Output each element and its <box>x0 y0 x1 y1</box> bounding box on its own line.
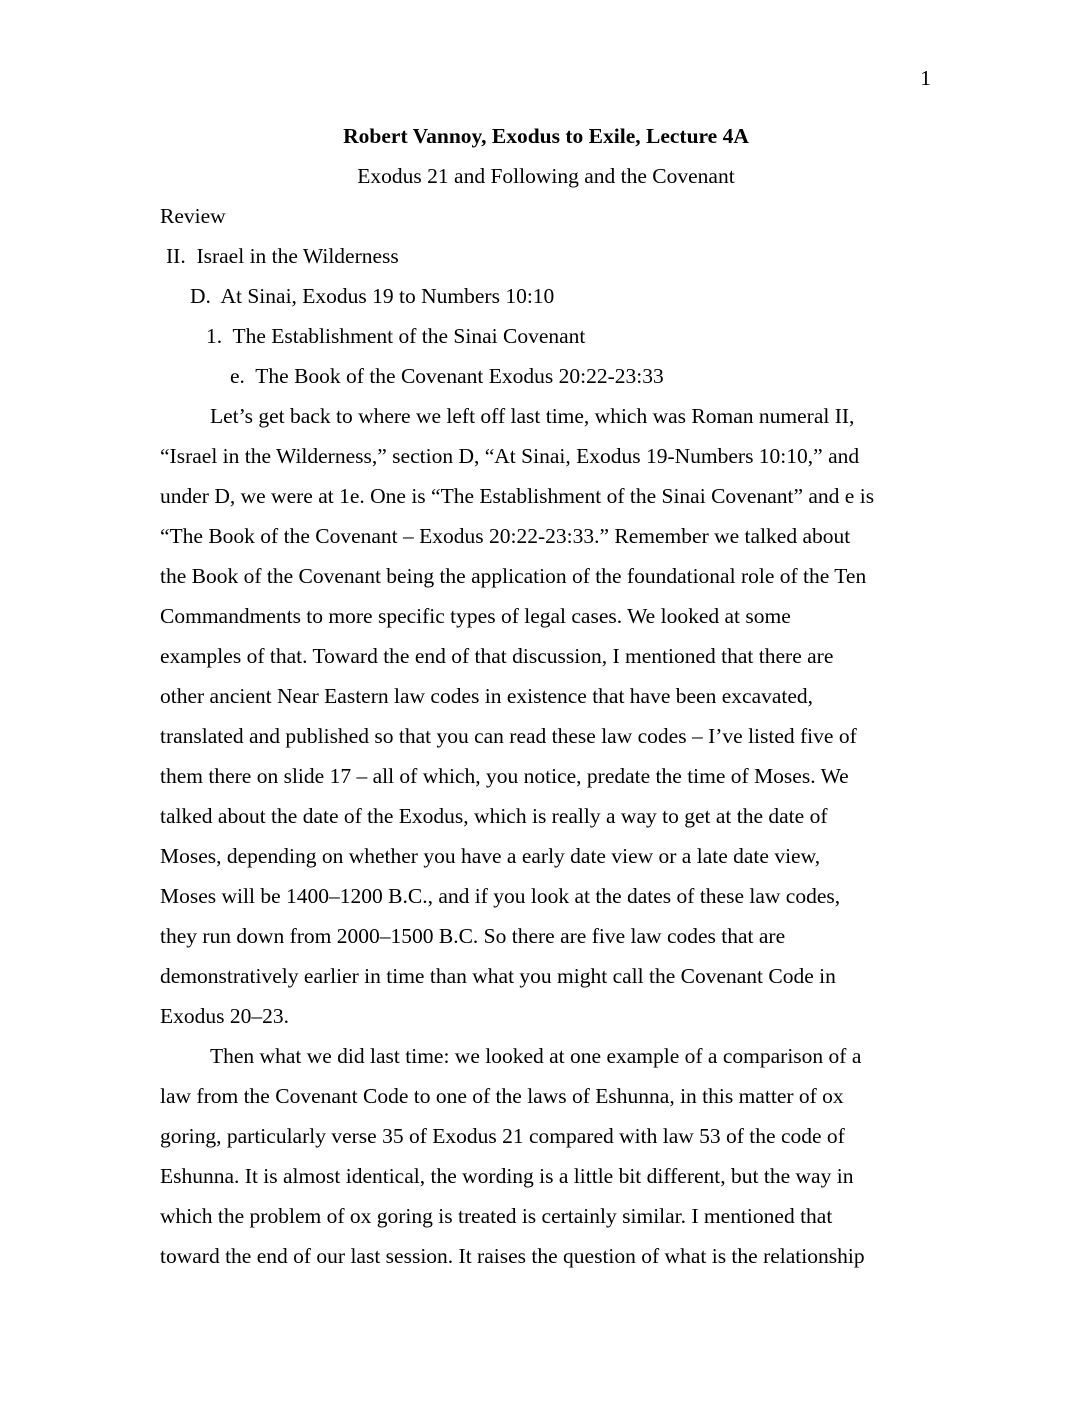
text-line: demonstratively earlier in time than what you might call the Covenant Code in <box>160 964 836 988</box>
text-line: Then what we did last time: we looked at one example of a comparison of a <box>210 1044 862 1068</box>
text-line: Exodus 20–23. <box>160 1004 289 1028</box>
text-line: they run down from 2000–1500 B.C. So there are five law codes that are <box>160 924 786 948</box>
document-body <box>160 116 932 1276</box>
text-line: toward the end of our last session. It raises the question of what is the relationship <box>160 1244 865 1268</box>
text-line: Let’s get back to where we left off last time, which was Roman numeral II, <box>210 404 855 428</box>
text-line: “The Book of the Covenant – Exodus 20:22-23:33.” Remember we talked about <box>160 524 851 548</box>
text-line: talked about the date of the Exodus, which is really a way to get at the date of <box>160 804 828 828</box>
text-line: Commandments to more specific types of legal cases. We looked at some <box>160 604 791 628</box>
lecture-subtitle: Exodus 21 and Following and the Covenant <box>357 164 735 188</box>
text-line: other ancient Near Eastern law codes in existence that have been excavated, <box>160 684 814 708</box>
text-line: them there on slide 17 – all of which, you notice, predate the time of Moses. We <box>160 764 849 788</box>
text-line: examples of that. Toward the end of that discussion, I mentioned that there are <box>160 644 834 668</box>
text-line: goring, particularly verse 35 of Exodus 21 compared with law 53 of the code of <box>160 1124 845 1148</box>
outline-item-level-1: II. Israel in the Wilderness <box>166 244 399 268</box>
text-line: Moses will be 1400–1200 B.C., and if you look at the dates of these law codes, <box>160 884 841 908</box>
outline-item-level-3: 1. The Establishment of the Sinai Covenant <box>206 324 586 348</box>
text-line: translated and published so that you can read these law codes – I’ve listed five of <box>160 724 857 748</box>
text-line: under D, we were at 1e. One is “The Establishment of the Sinai Covenant” and e is <box>160 484 875 508</box>
text-line: which the problem of ox goring is treated is certainly similar. I mentioned that <box>160 1204 833 1228</box>
outline-item-level-2: D. At Sinai, Exodus 19 to Numbers 10:10 <box>190 284 555 308</box>
text-line: the Book of the Covenant being the application of the foundational role of the Ten <box>160 564 867 588</box>
outline-item-level-4: e. The Book of the Covenant Exodus 20:22-23:33 <box>230 364 664 388</box>
text-line: Moses, depending on whether you have a early date view or a late date view, <box>160 844 821 868</box>
text-line: “Israel in the Wilderness,” section D, “At Sinai, Exodus 19-Numbers 10:10,” and <box>160 444 860 468</box>
text-line: Eshunna. It is almost identical, the wording is a little bit different, but the way in <box>160 1164 854 1188</box>
section-review-heading: Review <box>160 204 226 228</box>
page-number: 1 <box>920 66 931 90</box>
text-line: law from the Covenant Code to one of the laws of Eshunna, in this matter of ox <box>160 1084 844 1108</box>
lecture-title: Robert Vannoy, Exodus to Exile, Lecture 4A <box>343 124 749 148</box>
